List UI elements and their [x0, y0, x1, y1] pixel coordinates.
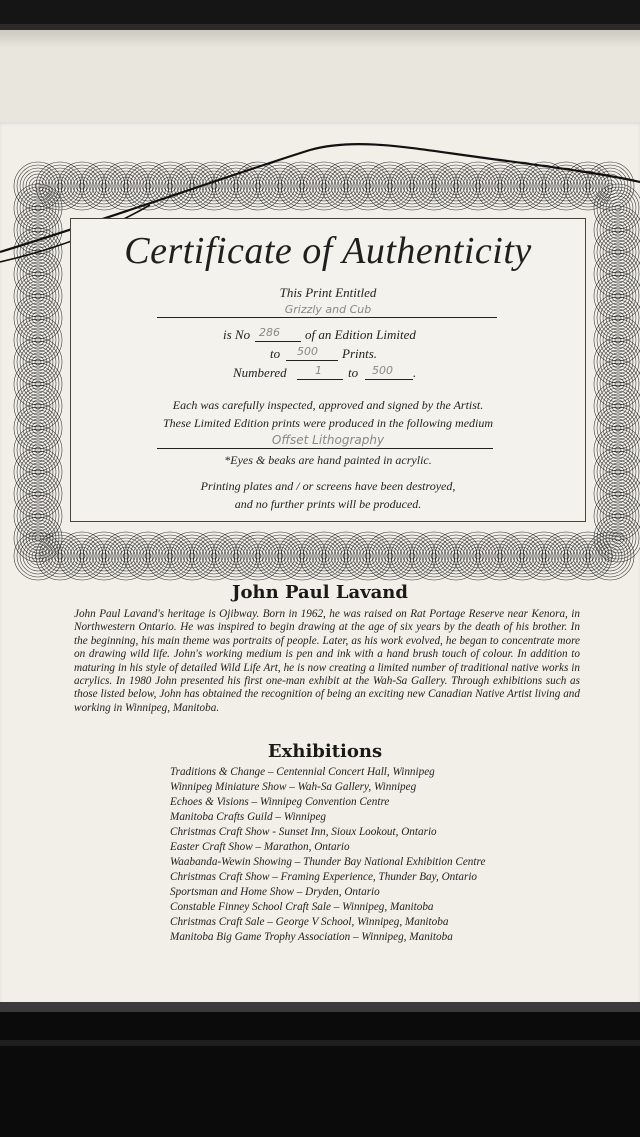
print-title-rule — [157, 317, 497, 318]
exhibition-item: Christmas Craft Sale – George V School, Winnipeg, Manitoba — [170, 916, 449, 928]
plates-destroyed-line1: Printing plates and / or screens have been destroyed, — [200, 479, 456, 493]
exhibition-item: Traditions & Change – Centennial Concert Hall, Winnipeg — [170, 766, 435, 778]
medium-handwritten: Offset Lithography — [271, 433, 385, 447]
print-title-handwritten: Grizzly and Cub — [284, 303, 372, 316]
edition-limit-handwritten: 500 — [297, 345, 318, 358]
edition-prefix: is No — [223, 327, 251, 342]
exhibitions-list — [170, 765, 485, 945]
edition-number-rule — [255, 341, 301, 342]
medium-intro-text: These Limited Edition prints were produced in the following medium — [162, 416, 494, 430]
artist-name-heading: John Paul Lavand — [232, 582, 408, 603]
exhibition-item: Manitoba Crafts Guild – Winnipeg — [170, 811, 327, 823]
exhibitions-heading: Exhibitions — [267, 741, 383, 762]
numbered-period: . — [413, 365, 417, 380]
numbered-from-rule — [297, 379, 343, 380]
eyes-note: *Eyes & beaks are hand painted in acrylic. — [224, 453, 432, 467]
edition-to-label: to — [270, 346, 281, 361]
exhibition-item: Echoes & Visions – Winnipeg Convention Centre — [170, 796, 390, 808]
edition-number-handwritten: 286 — [259, 326, 280, 339]
numbered-from-handwritten: 1 — [315, 364, 322, 377]
artist-biography: John Paul Lavand's heritage is Ojibway. Born in 1962, he was raised on Rat Portage Reserve near Kenora, in Northwestern Ontario. He was inspired to begin drawing at the age of six years by the death of his brother. In the beginning, his main theme was portraits of people. Later, as his work evolved, he began to concentrate more on drawing wild life. John's working medium is pen and ink with a hand brush touch of colour. In addition to maturing in his style of detailed Wild Life Art, he is now creating a limited number of traditional native works in acrylics. In 1980 John presented his first one-man exhibit at the Wah-Sa Gallery. Through exhibitions such as those listed below, John has obtained the recognition of being an exciting new Canadian Native Artist living and working in Winnipeg, Manitoba. — [74, 608, 580, 714]
exhibition-item: Christmas Craft Show - Sunset Inn, Sioux Lookout, Ontario — [170, 826, 437, 838]
numbered-label: Numbered — [233, 365, 287, 380]
exhibition-item: Easter Craft Show – Marathon, Ontario — [170, 841, 350, 853]
prints-label: Prints. — [342, 346, 378, 361]
exhibition-item: Constable Finney School Craft Sale – Winnipeg, Manitoba — [170, 901, 434, 913]
edition-limit-rule — [286, 360, 338, 361]
numbered-to-label: to — [348, 365, 359, 380]
plates-destroyed-line2: and no further prints will be produced. — [234, 497, 422, 511]
exhibition-item: Christmas Craft Show – Framing Experience, Thunder Bay, Ontario — [170, 871, 478, 883]
numbered-to-handwritten: 500 — [372, 364, 393, 377]
certificate-title: Certificate of Authenticity — [124, 230, 532, 272]
certificate-panel — [70, 218, 586, 522]
exhibition-item: Manitoba Big Game Trophy Association – Winnipeg, Manitoba — [170, 931, 453, 943]
exhibition-item: Waabanda-Wewin Showing – Thunder Bay National Exhibition Centre — [170, 856, 486, 868]
medium-rule — [157, 448, 493, 449]
print-entitled-label: This Print Entitled — [279, 285, 377, 300]
exhibition-item: Winnipeg Miniature Show – Wah-Sa Gallery, Winnipeg — [170, 781, 417, 793]
edition-suffix: of an Edition Limited — [305, 327, 416, 342]
inspection-text: Each was carefully inspected, approved and signed by the Artist. — [172, 398, 484, 412]
exhibition-item: Sportsman and Home Show – Dryden, Ontario — [170, 886, 380, 898]
numbered-to-rule — [365, 379, 413, 380]
